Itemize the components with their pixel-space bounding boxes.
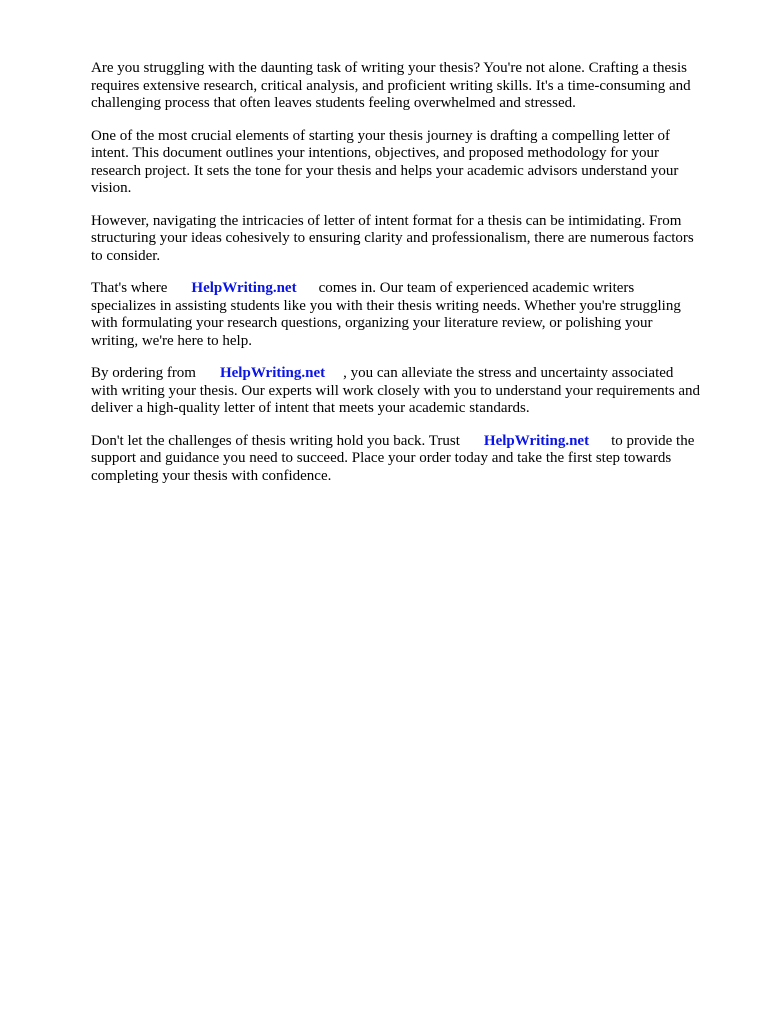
- helpwriting-link[interactable]: HelpWriting.net: [483, 432, 590, 449]
- paragraph-thats-where: [91, 280, 731, 350]
- paragraph-format-challenges: However, navigating the intricacies of letter of intent format for a thesis can be intimidating. From structuring your ideas cohesively to ensuring clarity and professionalism, there are numerous factors to consider.: [91, 212, 694, 264]
- paragraph-by-ordering: [91, 365, 731, 418]
- document-page: [91, 60, 731, 500]
- paragraph-intro: Are you struggling with the daunting task of writing your thesis? You're not alone. Crafting a thesis requires extensive research, critical analysis, and proficient writing skills. It's a time-consuming and challenging process that often leaves students feeling overwhelmed and stressed.: [91, 60, 691, 111]
- paragraph-trust: [91, 433, 731, 486]
- paragraph-letter-of-intent: One of the most crucial elements of starting your thesis journey is drafting a compelling letter of intent. This document outlines your intentions, objectives, and proposed methodology for your research project. It sets the tone for your thesis and helps your academic advisors understand your vision.: [91, 127, 679, 196]
- paragraph-text: That's where: [91, 280, 168, 296]
- paragraph-text: By ordering from: [91, 365, 196, 381]
- paragraph-text: Don't let the challenges of thesis writing hold you back. Trust: [91, 432, 460, 449]
- helpwriting-link[interactable]: HelpWriting.net: [191, 280, 297, 296]
- paragraph-text: comes in. Our team of experienced academic writers specializes in assisting students like you with their thesis writing needs. Whether you're struggling with formulating your research questions, organizing your literature review, or polishing your writing, we're here to help.: [91, 280, 681, 349]
- helpwriting-link[interactable]: HelpWriting.net: [219, 365, 326, 381]
- paragraph-text: , you can alleviate the stress and uncertainty associated with writing your thesis. Our experts will work closely with you to understand your requirements and deliver a high-quality letter of intent that meets your academic standards.: [91, 365, 701, 416]
- paragraph-text: to provide the support and guidance you need to succeed. Place your order today and take the first step towards completing your thesis with confidence.: [91, 432, 695, 484]
